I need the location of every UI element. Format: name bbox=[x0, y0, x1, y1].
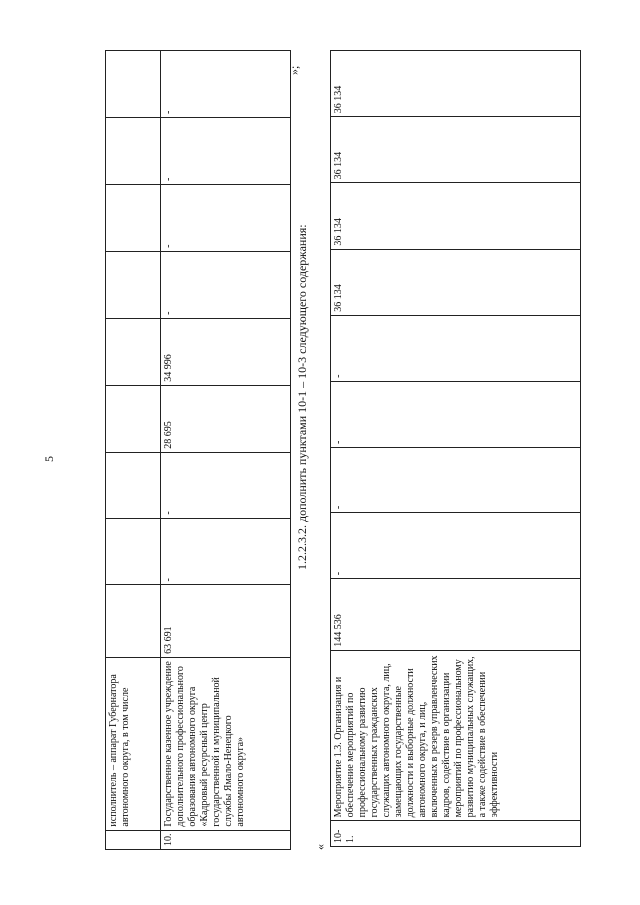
table-row bbox=[161, 51, 291, 850]
table-cell: - bbox=[161, 251, 291, 318]
table-cell bbox=[106, 251, 161, 318]
table-cell: - bbox=[331, 315, 581, 381]
closing-quote: »; bbox=[287, 65, 301, 75]
table-cell: 28 695 bbox=[161, 385, 291, 452]
table-cell: - bbox=[161, 518, 291, 585]
upper-table bbox=[105, 50, 291, 850]
table-cell: 36 134 bbox=[331, 249, 581, 315]
table-cell: 36 134 bbox=[331, 51, 581, 117]
row-label: Мероприятие 1.3. Организация и обеспечение мероприятий по профессиональному развитию государственных гражданских служащих автономного округа, лиц, замещающих государственные должности и выборные должности автономного округа, и лиц, включенных в резерв управленческих кадров, содействие в организации мероприятий по профессиональному развитию муниципальных служащих, а также содействие в обеспечении эффективности bbox=[331, 650, 581, 821]
table-cell bbox=[106, 118, 161, 185]
row-number: 10-1. bbox=[331, 821, 581, 847]
page-number: 5 bbox=[42, 456, 56, 462]
table-cell bbox=[106, 518, 161, 585]
table-cell: 63 691 bbox=[161, 585, 291, 657]
table-cell: 36 134 bbox=[331, 117, 581, 183]
row-label: Государственное казенное учреждение дополнительного профессионального образования автономного округа «Кадровый ресурсный центр государственной и муниципальной службы Ямало-Ненецкого автономного округа» bbox=[161, 657, 291, 830]
table-cell: - bbox=[161, 118, 291, 185]
table-cell bbox=[106, 452, 161, 518]
table-cell: 144 536 bbox=[331, 579, 581, 650]
table-cell bbox=[106, 51, 161, 118]
table-row bbox=[106, 51, 161, 850]
table-cell: 36 134 bbox=[331, 183, 581, 249]
table-cell: - bbox=[161, 184, 291, 251]
amendment-instruction: 1.2.2.3.2. дополнить пунктами 10-1 – 10-3 следующего содержания: bbox=[295, 224, 309, 570]
table-cell bbox=[106, 184, 161, 251]
table-cell: - bbox=[331, 513, 581, 579]
table-cell: - bbox=[161, 452, 291, 518]
table-cell bbox=[106, 385, 161, 452]
row-number bbox=[106, 830, 161, 849]
table-cell: - bbox=[161, 51, 291, 118]
opening-quote: « bbox=[313, 844, 327, 850]
lower-table bbox=[330, 50, 581, 847]
table-cell bbox=[106, 318, 161, 385]
table-cell: 34 996 bbox=[161, 318, 291, 385]
row-label: исполнитель – аппарат Губернатора автономного округа, в том числе bbox=[106, 657, 161, 830]
table-cell: - bbox=[331, 447, 581, 512]
row-number: 10. bbox=[161, 830, 291, 849]
table-cell bbox=[106, 585, 161, 657]
table-row bbox=[331, 51, 581, 847]
table-cell: - bbox=[331, 381, 581, 447]
